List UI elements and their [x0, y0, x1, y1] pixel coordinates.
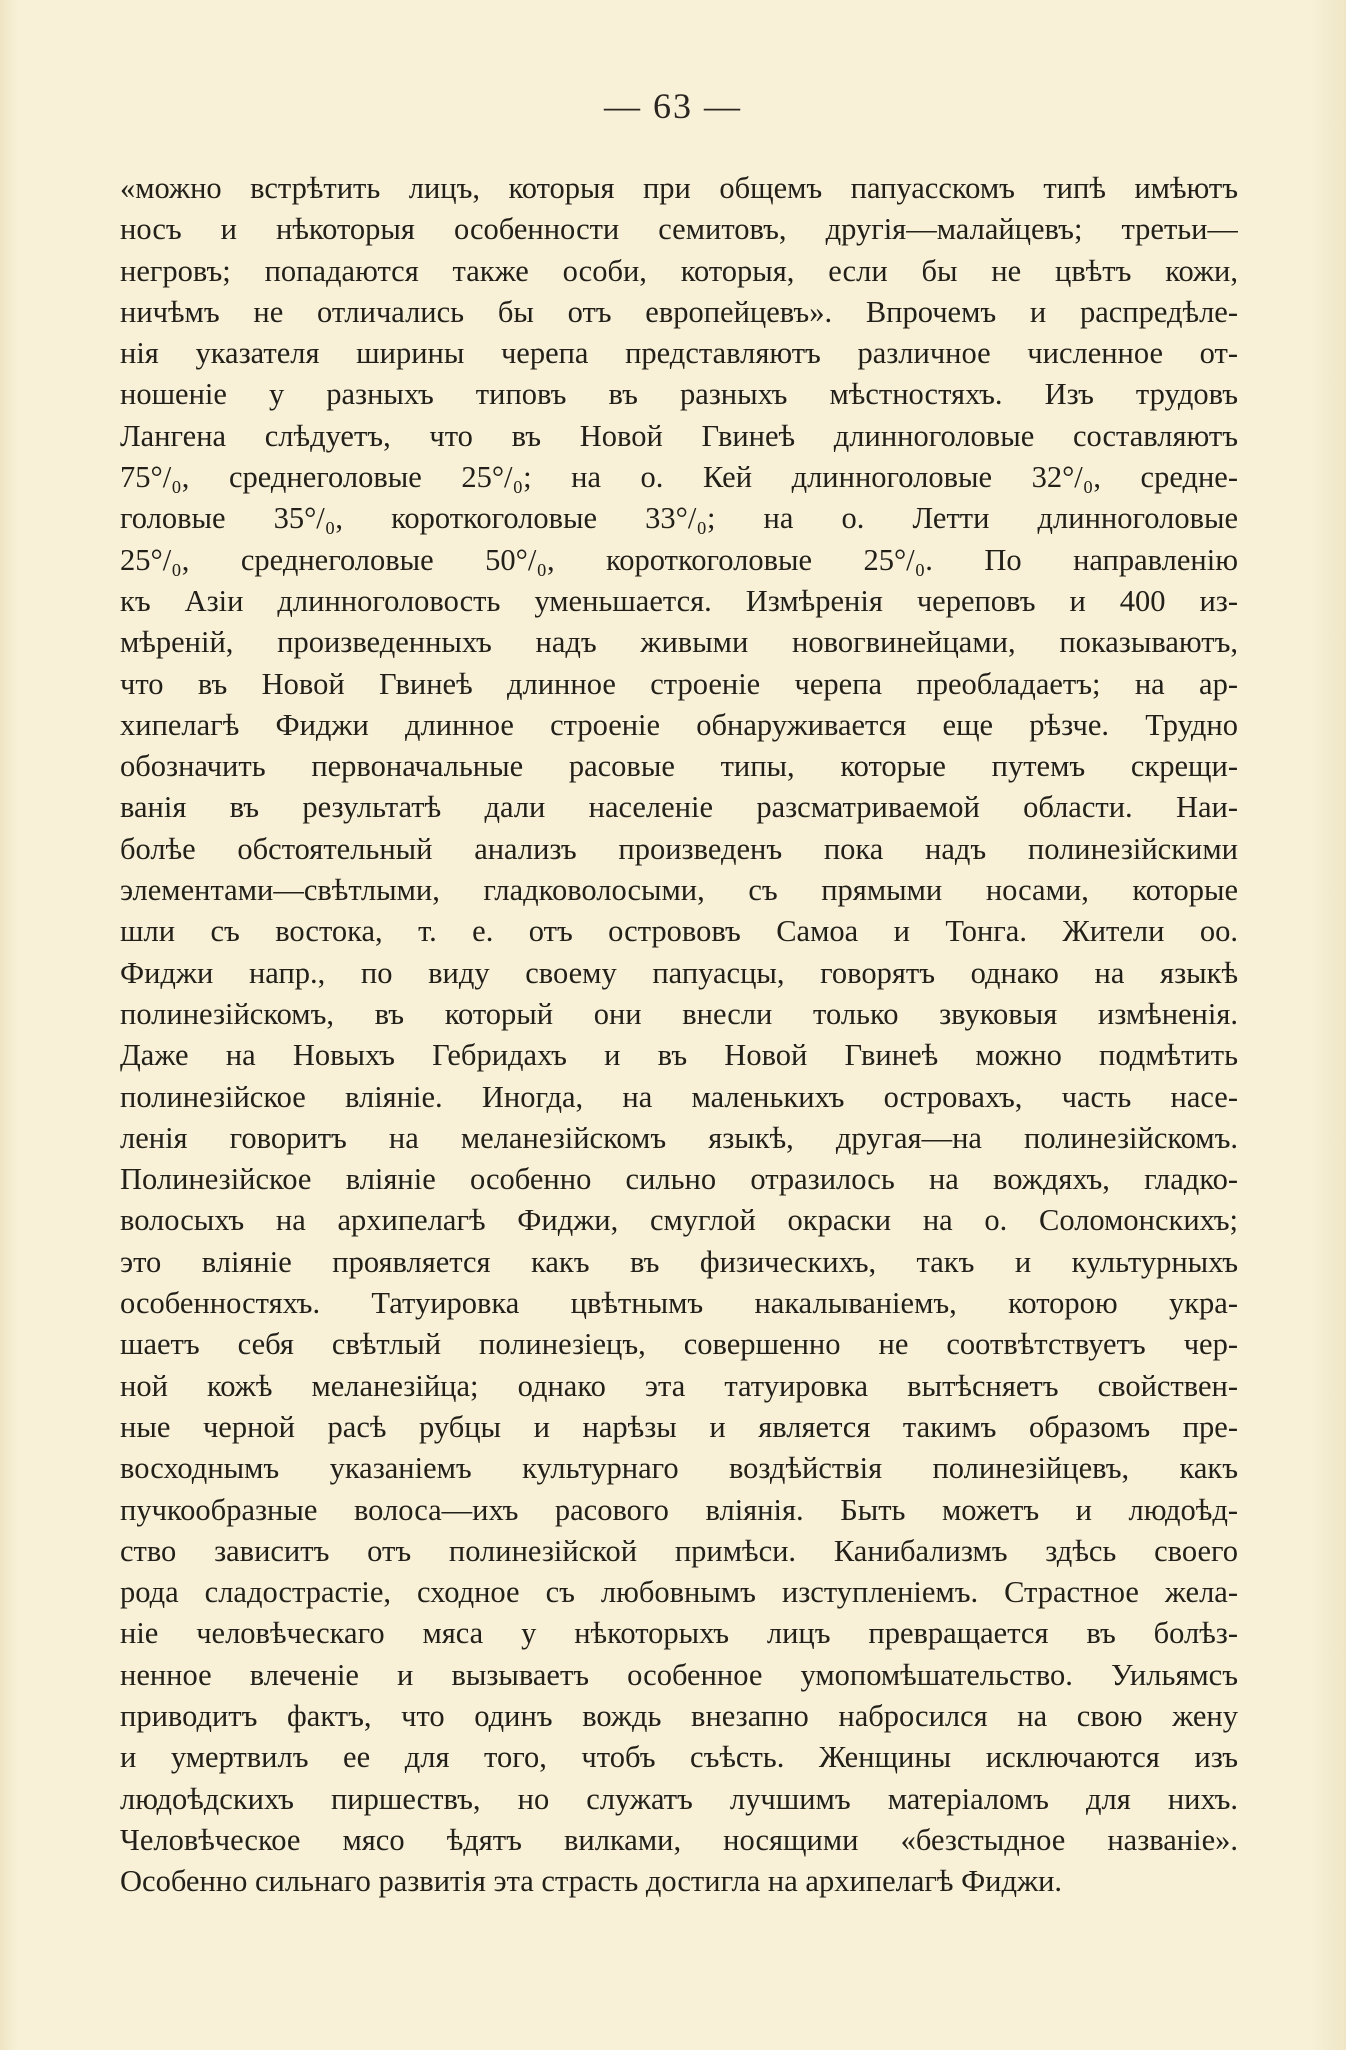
text-line: полинезійскомъ, въ который они внесли только звуковыя измѣненія.: [120, 996, 1238, 1031]
text-line: Даже на Новыхъ Гебридахъ и въ Новой Гвинеѣ можно подмѣтить: [120, 1038, 1238, 1073]
text-line: мѣреній, произведенныхъ надъ живыми новогвинейцами, показываютъ,: [120, 625, 1238, 660]
body-paragraph: [120, 168, 1238, 1902]
text-line: обозначить первоначальные расовые типы, которые путемъ скрещи-: [120, 749, 1238, 784]
text-line: ванія въ результатѣ дали населеніе разсматриваемой области. Наи-: [120, 790, 1238, 825]
page-number: — 63 —: [604, 86, 742, 126]
text-line: головые 35°/₀, короткоголовые 33°/₀; на о. Летти длинноголовые: [120, 501, 1238, 536]
text-line: шли съ востока, т. е. отъ острововъ Самоа и Тонга. Жители оо.: [120, 914, 1238, 949]
text-line: Человѣческое мясо ѣдятъ вилками, носящими «безстыдное названіе».: [120, 1822, 1238, 1857]
text-line: шаетъ себя свѣтлый полинезіецъ, совершенно не соотвѣтствуетъ чер-: [120, 1327, 1238, 1362]
text-line: пучкообразные волоса—ихъ расового вліянія. Быть можетъ и людоѣд-: [120, 1492, 1238, 1527]
text-line: болѣе обстоятельный анализъ произведенъ пока надъ полинезійскими: [120, 831, 1238, 866]
text-line: нія указателя ширины черепа представляютъ различное численное от-: [120, 336, 1238, 371]
text-line: негровъ; попадаются также особи, которыя, если бы не цвѣтъ кожи,: [120, 253, 1238, 288]
text-line: ные черной расѣ рубцы и нарѣзы и является такимъ образомъ пре-: [120, 1409, 1238, 1444]
text-line: и умертвилъ ее для того, чтобъ съѣсть. Женщины исключаются изъ: [120, 1740, 1238, 1775]
text-line: волосыхъ на архипелагѣ Фиджи, смуглой окраски на о. Соломонскихъ;: [120, 1203, 1238, 1238]
text-line: Фиджи напр., по виду своему папуасцы, говорятъ однако на языкѣ: [120, 955, 1238, 990]
text-line: ной кожѣ меланезійца; однако эта татуировка вытѣсняетъ свойствен-: [120, 1368, 1238, 1403]
text-line: Полинезійское вліяніе особенно сильно отразилось на вождяхъ, гладко-: [120, 1162, 1238, 1197]
text-line: ношеніе у разныхъ типовъ въ разныхъ мѣстностяхъ. Изъ трудовъ: [120, 377, 1238, 412]
text-line: «можно встрѣтить лицъ, которыя при общемъ папуасскомъ типѣ имѣютъ: [120, 171, 1238, 205]
text-line: что въ Новой Гвинеѣ длинное строеніе черепа преобладаетъ; на ар-: [120, 666, 1238, 701]
text-line: элементами—свѣтлыми, гладковолосыми, съ прямыми носами, которые: [120, 873, 1238, 908]
text-line: особенностяхъ. Татуировка цвѣтнымъ накалываніемъ, которою укра-: [120, 1286, 1238, 1321]
text-line: хипелагѣ Фиджи длинное строеніе обнаруживается еще рѣзче. Трудно: [120, 707, 1238, 742]
text-line: рода сладострастіе, сходное съ любовнымъ изступленіемъ. Страстное жела-: [120, 1575, 1238, 1610]
text-line: ленія говоритъ на меланезійскомъ языкѣ, другая—на полинезійскомъ.: [120, 1120, 1238, 1155]
text-line: ніе человѣческаго мяса у нѣкоторыхъ лицъ превращается въ болѣз-: [120, 1616, 1238, 1651]
text-line: восходнымъ указаніемъ культурнаго воздѣйствія полинезійцевъ, какъ: [120, 1451, 1238, 1486]
text-line: людоѣдскихъ пиршествъ, но служатъ лучшимъ матеріаломъ для нихъ.: [120, 1781, 1238, 1816]
text-line: приводитъ фактъ, что одинъ вождь внезапно набросился на свою жену: [120, 1698, 1238, 1733]
text-line: къ Азіи длинноголовость уменьшается. Измѣренія череповъ и 400 из-: [120, 583, 1238, 618]
text-line: полинезійское вліяніе. Иногда, на маленькихъ островахъ, часть насе-: [120, 1079, 1238, 1114]
text-line: Лангена слѣдуетъ, что въ Новой Гвинеѣ длинноголовые составляютъ: [120, 418, 1238, 453]
text-line: Особенно сильнаго развитія эта страсть достигла на архипелагѣ Фиджи.: [120, 1864, 1063, 1899]
text-line: носъ и нѣкоторыя особенности семитовъ, другія—малайцевъ; третьи—: [120, 212, 1238, 247]
text-line: 75°/₀, среднеголовые 25°/₀; на о. Кей длинноголовые 32°/₀, средне-: [120, 460, 1238, 495]
text-line: 25°/₀, среднеголовые 50°/₀, короткоголовые 25°/₀. По направленію: [120, 542, 1238, 577]
text-line: это вліяніе проявляется какъ въ физическихъ, такъ и культурныхъ: [120, 1244, 1238, 1279]
text-line: ненное влеченіе и вызываетъ особенное умопомѣшательство. Уильямсъ: [120, 1657, 1238, 1692]
text-line: ство зависитъ отъ полинезійской примѣси. Канибализмъ здѣсь своего: [120, 1533, 1238, 1568]
text-line: ничѣмъ не отличались бы отъ европейцевъ». Впрочемъ и распредѣле-: [120, 294, 1238, 329]
